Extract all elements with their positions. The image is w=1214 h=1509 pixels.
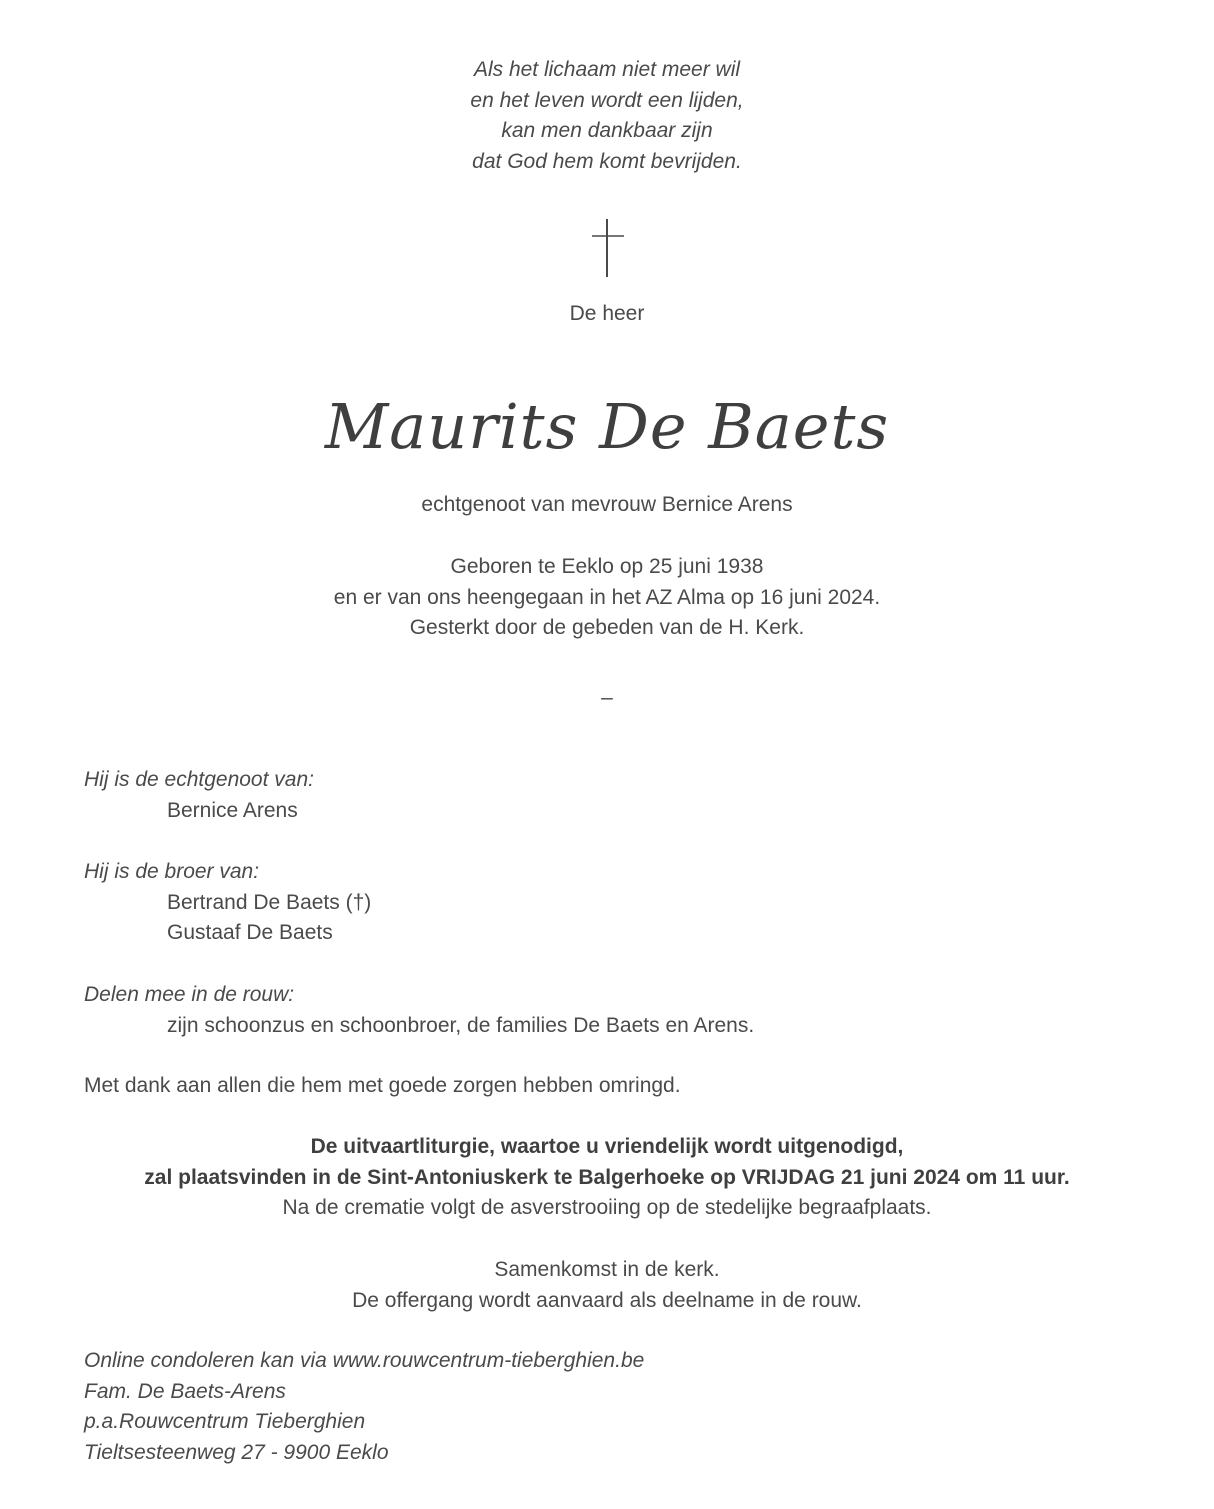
latin-cross-icon (591, 218, 625, 278)
thanks-text: Met dank aan allen die hem met goede zorgen hebben omringd. (84, 1074, 681, 1097)
death-line: en er van ons heengegaan in het AZ Alma op 16 juni 2024. (333, 585, 881, 609)
online-condolence-link[interactable]: Online condoleren kan via www.rouwcentrum-tieberghien.be (84, 1349, 645, 1372)
deceased-name-block (0, 382, 1214, 472)
service-location-time: zal plaatsvinden in de Sint-Antoniuskerk te Balgerhoeke op VRIJDAG 21 juni 2024 om 11 uur. (144, 1165, 1070, 1189)
spouse-label: Hij is de echtgenoot van: (84, 768, 314, 791)
poem-line: en het leven wordt een lijden, (470, 88, 744, 112)
title-prefix: De heer (569, 302, 645, 325)
sacrament-line: Gesterkt door de gebeden van de H. Kerk. (409, 616, 805, 640)
thanks-section (84, 1071, 1184, 1102)
siblings-section (84, 857, 1184, 949)
family-name: Fam. De Baets-Arens (84, 1379, 286, 1403)
cremation-note: Na de crematie volgt de asverstrooiing op de stedelijke begraafplaats. (282, 1196, 932, 1220)
offering-line: De offergang wordt aanvaard als deelname in de rouw. (352, 1288, 862, 1312)
service-invitation: De uitvaartliturgie, waartoe u vriendelijk wordt uitgenodigd, (310, 1135, 904, 1158)
opening-poem (0, 55, 1214, 178)
poem-line: kan men dankbaar zijn (501, 119, 713, 143)
care-of-line: p.a.Rouwcentrum Tieberghien (84, 1410, 366, 1434)
mourners-label: Delen mee in de rouw: (84, 983, 295, 1006)
separator-dash: – (601, 686, 613, 709)
sibling-name: Bertrand De Baets (†) (167, 890, 372, 914)
funeral-service-info (0, 1132, 1214, 1224)
meeting-info (0, 1255, 1214, 1316)
sibling-name: Gustaaf De Baets (167, 921, 333, 945)
siblings-label: Hij is de broer van: (84, 860, 260, 883)
mourners-text: zijn schoonzus en schoonbroer, de families De Baets en Arens. (167, 1013, 755, 1037)
spouse-name: Bernice Arens (167, 798, 298, 822)
spouse-section (84, 765, 1184, 826)
address-line: Tieltsesteenweg 27 - 9900 Eeklo (84, 1441, 389, 1465)
meeting-line: Samenkomst in de kerk. (494, 1258, 720, 1281)
life-details (0, 552, 1214, 644)
poem-line: Als het lichaam niet meer wil (473, 58, 741, 81)
separator-block (0, 683, 1214, 714)
spouse-line-block (0, 490, 1214, 521)
mourners-section (84, 980, 1184, 1041)
poem-line: dat God hem komt bevrijden. (472, 150, 742, 174)
title-prefix-block (0, 299, 1214, 330)
deceased-name: Maurits De Baets (324, 390, 890, 463)
birth-line: Geboren te Eeklo op 25 juni 1938 (450, 555, 764, 578)
contact-info (84, 1346, 1184, 1469)
spouse-line: echtgenoot van mevrouw Bernice Arens (421, 493, 793, 516)
